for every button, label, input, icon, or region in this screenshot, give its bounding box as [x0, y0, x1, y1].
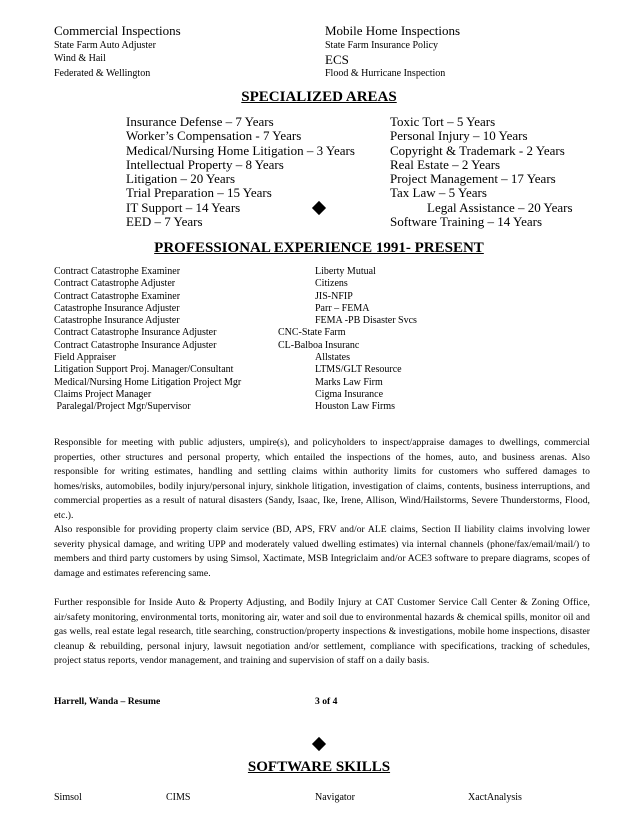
specialized-item: Legal Assistance – 20 Years [427, 199, 573, 215]
top-right-list [325, 22, 460, 80]
software-item: CIMS [166, 792, 191, 803]
footer-page-number: 3 of 4 [315, 696, 338, 707]
experience-org: JIS-NFIP [315, 290, 353, 302]
footer-name: Harrell, Wanda – Resume [54, 696, 161, 707]
specialized-right-list [390, 115, 573, 229]
top-left-item: State Farm Auto Adjuster [54, 40, 156, 51]
top-left-item: Commercial Inspections [54, 23, 181, 38]
experience-org: CNC-State Farm [278, 327, 346, 339]
experience-org: Parr – FEMA [315, 302, 370, 314]
experience-role: Catastrophe Insurance Adjuster [54, 315, 180, 327]
experience-role: Catastrophe Insurance Adjuster [54, 302, 180, 314]
software-heading: SOFTWARE SKILLS [247, 759, 391, 775]
top-left-item: Federated & Wellington [54, 68, 151, 79]
diamond-bullet-icon [312, 737, 326, 751]
experience-role: Contract Catastrophe Insurance Adjuster [54, 339, 217, 351]
experience-paragraph: Responsible for meeting with public adjusters, umpire(s), and policyholders to inspect/appraise damages to dwellings, commercial properties, other structures and personal property, which entailed the inspections of the homes, auto, and business arenas. Also responsible for writing estimates, handling and settling claims within authority limits for customers who suffered damages to homes/risks, automobiles, bodily injury/personal injury, sinkhole litigation, investigation of claims, contents, business interruptions, and commercial properties as a result of natural disasters (Sandy, Isaac, Ike, Irene, Allison, Wind/Hailstorms, Severe Thunderstorms, Flood, etc.). [54, 437, 590, 521]
specialized-item: Copyright & Trademark - 2 Years [390, 142, 565, 158]
experience-role: Claims Project Manager [54, 388, 152, 400]
experience-org: Allstates [315, 352, 350, 364]
specialized-item: Trial Preparation – 15 Years [126, 185, 272, 201]
specialized-item: Intellectual Property – 8 Years [126, 156, 284, 172]
top-right-item: Mobile Home Inspections [325, 23, 461, 38]
experience-role: Paralegal/Project Mgr/Supervisor [54, 401, 191, 413]
top-right-item: Flood & Hurricane Inspection [325, 68, 446, 79]
top-left-list [54, 22, 181, 80]
experience-role: Contract Catastrophe Examiner [54, 266, 181, 277]
specialized-item: Worker’s Compensation - 7 Years [126, 128, 302, 144]
experience-role: Medical/Nursing Home Litigation Project Mgr [54, 376, 242, 388]
top-right-item: State Farm Insurance Policy [325, 40, 439, 51]
top-right-item: ECS [325, 52, 349, 67]
specialized-item: Personal Injury – 10 Years [390, 128, 528, 144]
experience-paragraph: Further responsible for Inside Auto & Property Adjusting, and Bodily Injury at CAT Customer Service Call Center & Zoning Office, air/safety monitoring, environmental torts, monitoring air, water and soil due to environmental hazards & chemical spills, monitor oil and gas wells, real estate legal research, title searching, construction/property inspections & investigations, mobile home inspections, disaster cleanup & rebuilding, personal injury, lawsuit negotiation and/or settlement, compliance with specifications, tracking of schedules, project status reports, vendor management, and training and supervision of staff on a daily basis. [54, 597, 590, 666]
experience-org: Liberty Mutual [315, 266, 376, 277]
experience-org: FEMA -PB Disaster Svcs [315, 315, 417, 327]
experience-org: Marks Law Firm [315, 376, 383, 388]
experience-org: CL-Balboa Insuranc [278, 339, 360, 351]
specialized-item: Litigation – 20 Years [126, 171, 236, 187]
software-item: Simsol [54, 792, 82, 803]
specialized-item: Software Training – 14 Years [390, 214, 543, 230]
experience-org: Citizens [315, 278, 348, 290]
experience-roles [54, 266, 241, 414]
experience-heading: PROFESSIONAL EXPERIENCE 1991- PRESENT [154, 240, 484, 256]
top-left-item: Wind & Hail [54, 53, 106, 64]
specialized-item: Tax Law – 5 Years [390, 185, 487, 201]
specialized-item: IT Support – 14 Years [126, 199, 241, 215]
experience-role: Contract Catastrophe Examiner [54, 290, 181, 302]
specialized-item: Project Management – 17 Years [390, 171, 556, 187]
experience-org: Cigma Insurance [315, 388, 384, 400]
experience-role: Litigation Support Proj. Manager/Consultant [54, 364, 234, 376]
specialized-item: Toxic Tort – 5 Years [390, 114, 496, 129]
experience-role: Contract Catastrophe Insurance Adjuster [54, 327, 217, 339]
experience-paragraph: Also responsible for providing property claim service (BD, APS, FRV and/or ALE claims, Section II liability claims involving lower severity physical damage, and writing UPP and moderately valued dwelling estimates) via internal channels (phone/fax/email/mail/) to members and third party customers by using Simsol, Xactimate, MSB Integriclaim and/or ACE3 software to prepare diagrams, scopes of damage and estimates referencing same. [54, 524, 590, 579]
experience-org: Houston Law Firms [315, 401, 395, 413]
experience-org: LTMS/GLT Resource [315, 364, 402, 376]
experience-orgs [278, 266, 417, 414]
software-item: Navigator [315, 792, 355, 803]
specialized-item: Real Estate – 2 Years [390, 156, 501, 172]
experience-role: Field Appraiser [54, 352, 116, 364]
experience-role: Contract Catastrophe Adjuster [54, 278, 176, 290]
specialized-item: EED – 7 Years [126, 214, 203, 230]
specialized-item: Medical/Nursing Home Litigation – 3 Years [126, 142, 355, 158]
specialized-heading: SPECIALIZED AREAS [241, 89, 397, 105]
software-item: XactAnalysis [468, 792, 522, 803]
specialized-item: Insurance Defense – 7 Years [126, 114, 274, 129]
